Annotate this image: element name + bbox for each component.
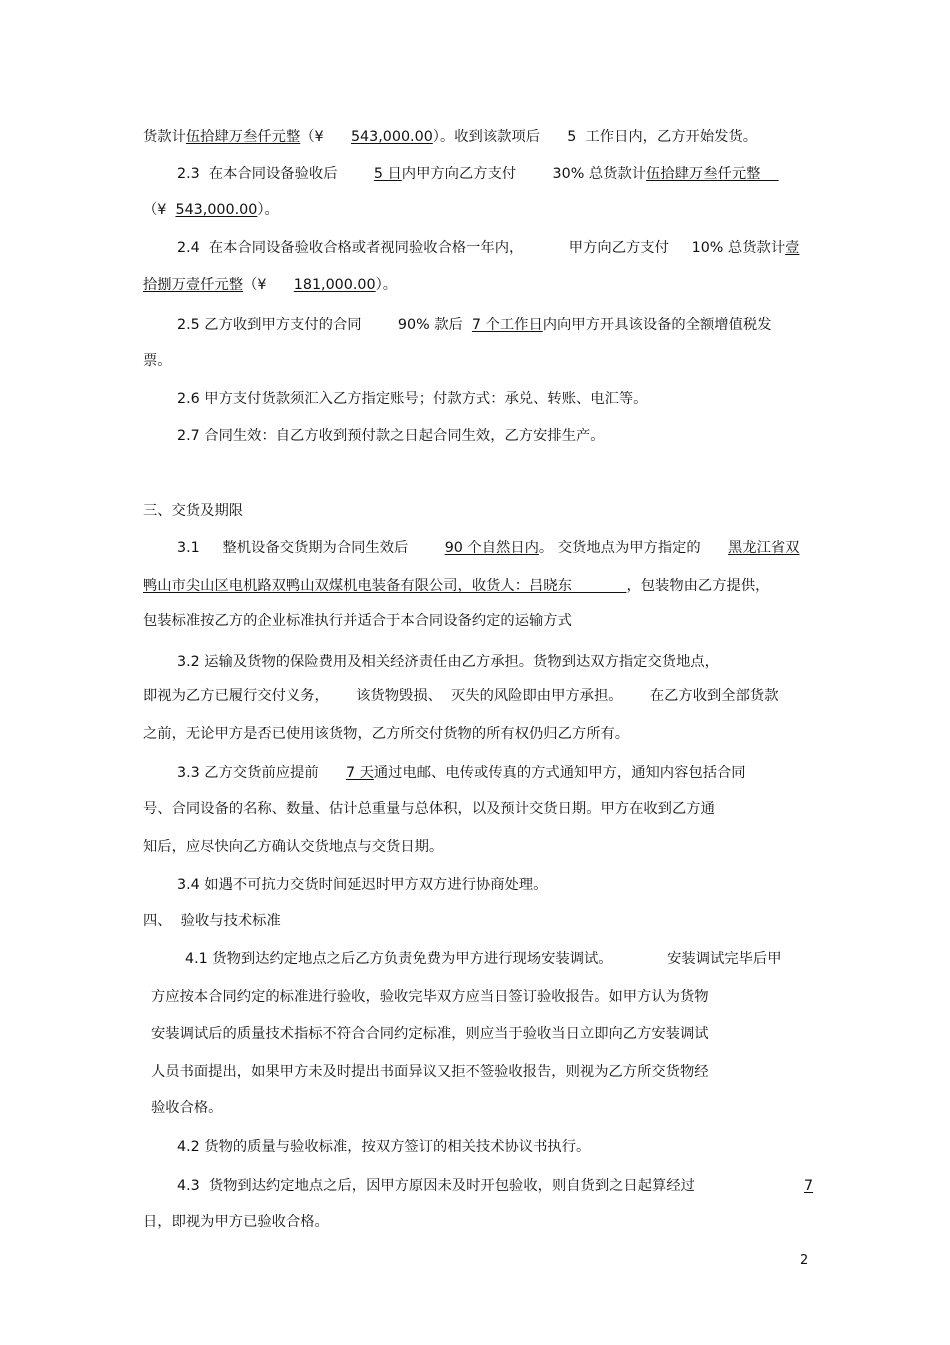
underlined-fill-in: 壹 (785, 240, 800, 256)
text-line (143, 275, 397, 295)
text-segment: 3.1 整机设备交货期为合同生效后 (177, 540, 445, 556)
text-line (177, 238, 799, 258)
text-line (143, 724, 629, 744)
text-segment: 。 交货地点为甲方指定的 (538, 540, 728, 556)
text-segment: 2.5 乙方收到甲方支付的合同 90% 款后 (177, 317, 472, 333)
underlined-fill-in: 543,000.00 (350, 129, 433, 145)
underlined-fill-in: 181,000.00 (293, 277, 376, 293)
text-segment: ）。收到该款项后 5 工作日内，乙方开始发货。 (432, 129, 758, 145)
text-line (177, 389, 647, 409)
text-segment: 货款计 (143, 129, 186, 145)
text-segment: 包装标准按乙方的企业标准执行并适合于本合同设备约定的运输方式 (143, 613, 572, 629)
text-segment: 方应按本合同约定的标准进行验收，验收完毕双方应当日签订验收报告。如甲方认为货物 (151, 989, 709, 1005)
section-heading (143, 911, 281, 931)
text-segment: 安装调试后的质量技术指标不符合合同约定标准，则应当于验收当日立即向乙方安装调试 (151, 1026, 709, 1042)
text-segment: 内甲方向乙方支付 30% 总货款计 (401, 166, 647, 182)
underlined-fill-in: 伍拾肆万叁仟元整 (185, 129, 301, 145)
underlined-fill-in: 7 天 (345, 765, 374, 781)
text-segment: 3.3 乙方交货前应提前 (177, 765, 346, 781)
text-line (177, 1176, 813, 1196)
text-segment: 即视为乙方已履行交付义务， 该货物毁损、 灭失的风险即由甲方承担。 在乙方收到全部货款 (143, 688, 779, 704)
text-segment: 4.2 货物的质量与验收标准，按双方签订的相关技术协议书执行。 (177, 1139, 591, 1155)
text-segment: 三、交货及期限 (143, 503, 244, 519)
text-line (185, 949, 782, 969)
text-segment (695, 1178, 804, 1194)
page-number: 2 (800, 1253, 809, 1268)
text-segment: ）。 (257, 202, 279, 218)
text-line (143, 837, 443, 857)
text-segment: 2.7 合同生效：自乙方收到预付款之日起合同生效，乙方安排生产。 (177, 428, 605, 444)
text-segment: 2.3 在本合同设备验收后 (177, 166, 374, 182)
underlined-fill-in: 伍拾肆万叁仟元整 (646, 166, 779, 182)
text-segment: （¥ (300, 129, 351, 145)
text-segment: 内向甲方开具该设备的全额增值税发 (542, 317, 772, 333)
underlined-fill-in: 7 (804, 1178, 814, 1194)
text-line (177, 164, 779, 184)
text-segment: 3.2 运输及货物的保险费用及相关经济责任由乙方承担。货物到达双方指定交货地点， (177, 654, 719, 670)
text-line (143, 200, 279, 220)
text-line (143, 686, 779, 706)
text-line (177, 1137, 590, 1157)
text-segment: 验收合格。 (151, 1100, 223, 1116)
text-line (143, 576, 769, 596)
text-segment: 知后，应尽快向乙方确认交货地点与交货日期。 (143, 839, 444, 855)
text-line (143, 1212, 329, 1232)
underlined-fill-in: 543,000.00 (175, 202, 258, 218)
text-line (177, 315, 772, 335)
text-segment: （¥ (243, 277, 294, 293)
text-line (143, 799, 715, 819)
text-segment: 4.1 货物到达约定地点之后乙方负责免费为甲方进行现场安装调试。 安装调试完毕后甲 (185, 951, 782, 967)
section-heading (143, 501, 243, 521)
underlined-fill-in: 黑龙江省双 (728, 540, 800, 556)
text-line (177, 426, 605, 446)
text-segment: 票。 (143, 353, 172, 369)
text-line (177, 538, 799, 558)
text-segment: 通过电邮、电传或传真的方式通知甲方，通知内容包括合同 (373, 765, 746, 781)
text-line (143, 351, 172, 371)
text-segment: 3.4 如遇不可抗力交货时间延迟时甲方双方进行协商处理。 (177, 877, 548, 893)
text-segment: 之前，无论甲方是否已使用该货物，乙方所交付货物的所有权仍归乙方所有。 (143, 726, 630, 742)
text-line (151, 1098, 222, 1118)
text-segment: 4.3 货物到达约定地点之后，因甲方原因未及时开包验收，则自货到之日起算经过 (177, 1178, 695, 1194)
text-line (177, 875, 547, 895)
text-line (143, 127, 757, 147)
text-line (151, 1062, 709, 1082)
underlined-fill-in: 90 个自然日内 (444, 540, 539, 556)
text-line (177, 763, 746, 783)
text-segment: 号、合同设备的名称、数量、估计总重量与总体积，以及预计交货日期。甲方在收到乙方通 (143, 801, 715, 817)
text-segment: （¥ (143, 202, 176, 218)
text-segment: ，包装物由乙方提供， (626, 578, 770, 594)
text-line (177, 652, 719, 672)
underlined-fill-in: 鸭山市尖山区电机路双鸭山双煤机电装备有限公司，收货人：吕晓东 (143, 578, 627, 594)
underlined-fill-in: 5 日 (373, 166, 402, 182)
text-line (151, 987, 709, 1007)
text-line (151, 1024, 709, 1044)
text-segment: 人员书面提出，如果甲方未及时提出书面异议又拒不签验收报告，则视为乙方所交货物经 (151, 1064, 709, 1080)
text-line (143, 611, 572, 631)
underlined-fill-in: 拾捌万壹仟元整 (143, 277, 244, 293)
text-segment: 2.4 在本合同设备验收合格或者视同验收合格一年内， 甲方向乙方支付 10% 总货款计 (177, 240, 786, 256)
text-segment: 2.6 甲方支付货款须汇入乙方指定账号；付款方式：承兑、转账、电汇等。 (177, 391, 648, 407)
text-segment: ）。 (375, 277, 398, 293)
underlined-fill-in: 7 个工作日 (471, 317, 543, 333)
text-segment: 日，即视为甲方已验收合格。 (143, 1214, 329, 1230)
text-segment: 四、 验收与技术标准 (143, 913, 281, 929)
